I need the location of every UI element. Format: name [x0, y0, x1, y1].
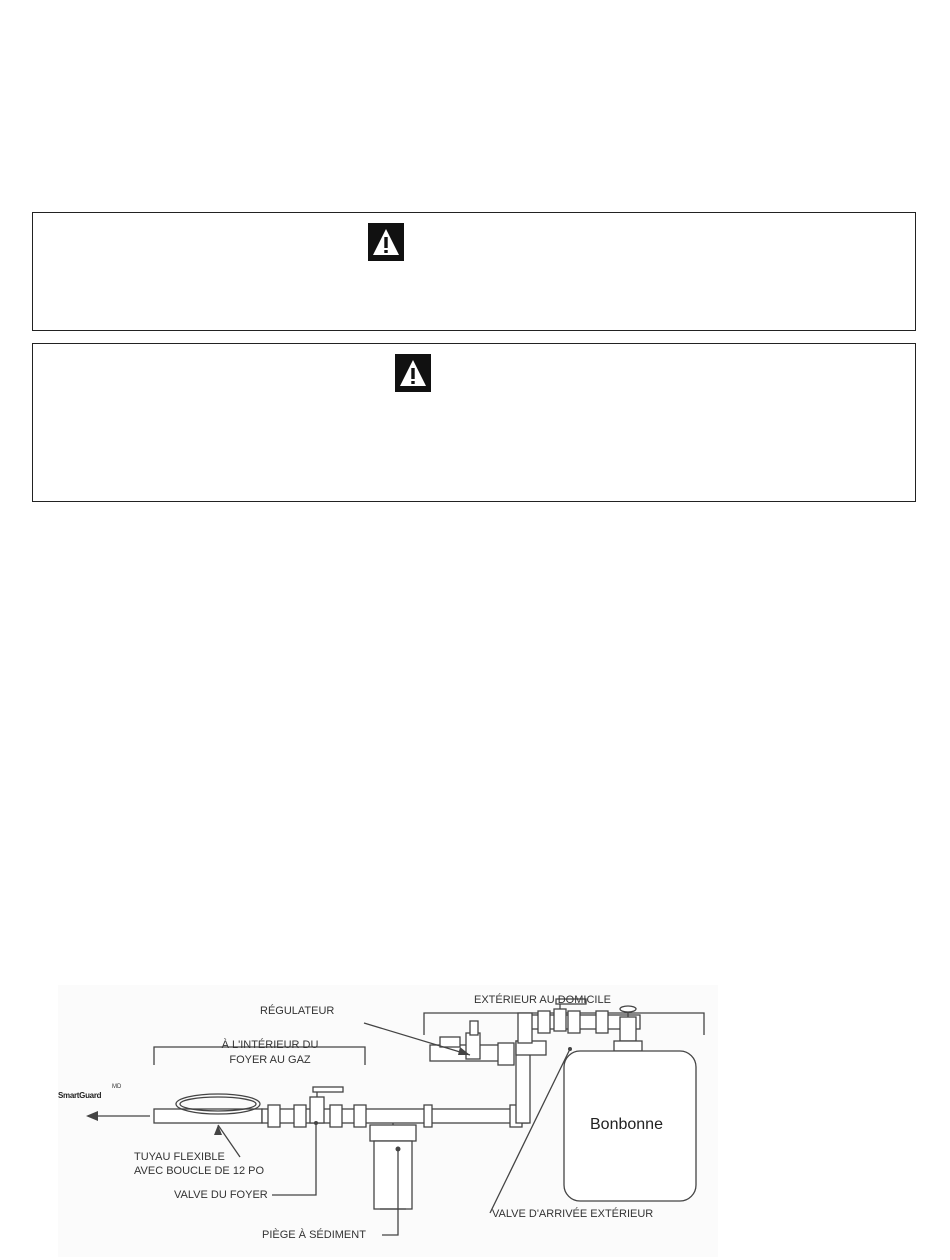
warning-triangle-icon [395, 354, 431, 392]
warning-box-1 [32, 212, 916, 331]
sediment-trap [374, 1141, 412, 1209]
valve-foyer-handle [313, 1087, 343, 1092]
label-outdoor-valve: VALVE D'ARRIVÉE EXTÉRIEUR [492, 1208, 654, 1220]
label-tank: Bonbonne [590, 1116, 663, 1133]
label-outside-home: EXTÉRIEUR AU DOMICILE [474, 994, 611, 1006]
valve-foyer-leader [272, 1123, 316, 1195]
brand-trademark: MD [112, 1084, 122, 1090]
tank-valve [620, 1017, 636, 1041]
label-sediment-trap: PIÈGE À SÉDIMENT [262, 1229, 366, 1241]
label-regulator: RÉGULATEUR [260, 1005, 335, 1017]
label-valve-foyer: VALVE DU FOYER [174, 1189, 268, 1201]
brand-label: SmartGuard [58, 1091, 102, 1100]
gas-installation-diagram [58, 985, 718, 1257]
label-inside-line1: À L'INTÉRIEUR DU [221, 1039, 319, 1051]
label-inside-line2: FOYER AU GAZ [229, 1054, 311, 1066]
valve-foyer-body [310, 1097, 324, 1123]
warning-triangle-icon [368, 223, 404, 261]
warning-box-2 [32, 343, 916, 502]
label-hose-line2: AVEC BOUCLE DE 12 PO [134, 1165, 265, 1177]
label-hose-line1: TUYAU FLEXIBLE [134, 1151, 225, 1163]
outdoor-valve-body [554, 1009, 566, 1031]
